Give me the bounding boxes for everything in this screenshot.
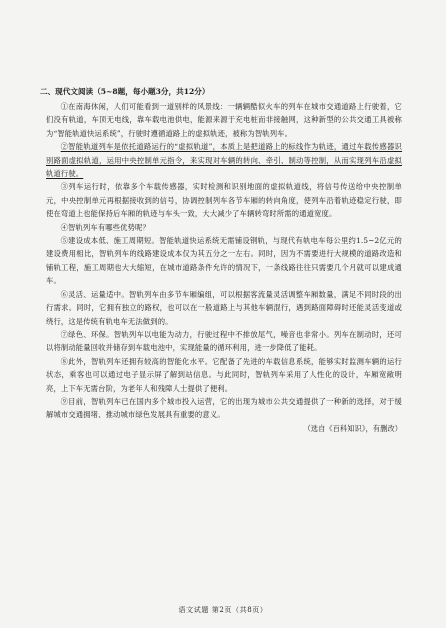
paragraph-6: ⑥灵活、运量适中。智轨列车由多节车厢编组，可以根据客流量灵活调整车厢数量，满足不同时段的出行需求。同时，它拥有独立的路权，也可以在一般道路上与其他车辆混行，遇到路面障碍时还能灵活变道或绕行，这是传统有轨电车无法做到的。 [46,289,402,326]
page-footer: 语文试题 第2页（共8页） [178,606,268,614]
paragraph-9: ⑨目前，智轨列车已在国内多个城市投入运营，它的出现为城市公共交通提供了一种新的选择，对于缓解城市交通拥堵、推动城市绿色发展具有重要的意义。 [46,396,402,420]
paragraph-2: ②智能轨道列车是依托道路运行的“虚拟轨道”，本质上是把道路上的标线作为轨迹，通过车载传感器识别路面虚拟轨道，运用中央控制单元指令，来实现对车辆的转向、牵引、制动等控制，从而实现列车沿虚拟轨道行驶。 [46,142,402,179]
paragraph-4: ④智轨列车有哪些优势呢？ [60,222,150,232]
paragraph-1: ①在南海休闲，人们可能看到一道别样的风景线：一辆辆酷似火车的列车在城市交通道路上行驶着，它们没有轨道，车顶无电线，靠车载电池供电，能源来源于充电桩而非接触网，这种新型的公共交通工具被称为“智能轨道快运系统”，行驶时遵循道路上的虚拟轨迹，被称为智轨列车。 [46,102,402,138]
paragraph-5: ⑤建设成本低、施工周期短。智能轨道快运系统无需铺设钢轨，与现代有轨电车每公里约1.5~2亿元的建设费用相比，智轨列车的线路建设成本仅为其五分之一左右。同时，因为不需要进行大规模的道路改造和铺轨工程，施工周期也大大缩短，在城市道路条件允许的情况下，一条线路往往只需要几个月就可以建成通车。 [46,236,402,286]
section-title: 二、现代文阅读（5~8题，每小题3分，共12分） [40,87,210,96]
paragraph-8: ⑧此外，智轨列车还拥有较高的智能化水平。它配备了先进的车载信息系统，能够实时监测车辆的运行状态，乘客也可以通过电子显示屏了解到站信息。与此同时，智轨列车采用了人性化的设计，车厢宽敞明亮，上下车无需台阶，为老年人和残障人士提供了便利。 [46,356,402,393]
paragraph-3: ③列车运行时，依靠多个车载传感器，实时检测和识别地面的虚拟轨道线，将信号传送给中央控制单元，中央控制单元再根据接收到的信号，协调控制列车各节车厢的转向角度，使列车沿着轨迹稳定行驶，即使在弯道上也能保持后车厢的轨迹与车头一致，大大减少了车辆转弯时所需的通道宽度。 [46,182,402,219]
source-note: （选自《百科知识》，有删改） [303,423,402,433]
paragraph-7: ⑦绿色、环保。智轨列车以电能为动力，行驶过程中不排放尾气，噪音也非常小。列车在制动时，还可以将制动能量回收并储存到车载电池中，实现能量的循环利用，进一步降低了能耗。 [46,329,402,353]
